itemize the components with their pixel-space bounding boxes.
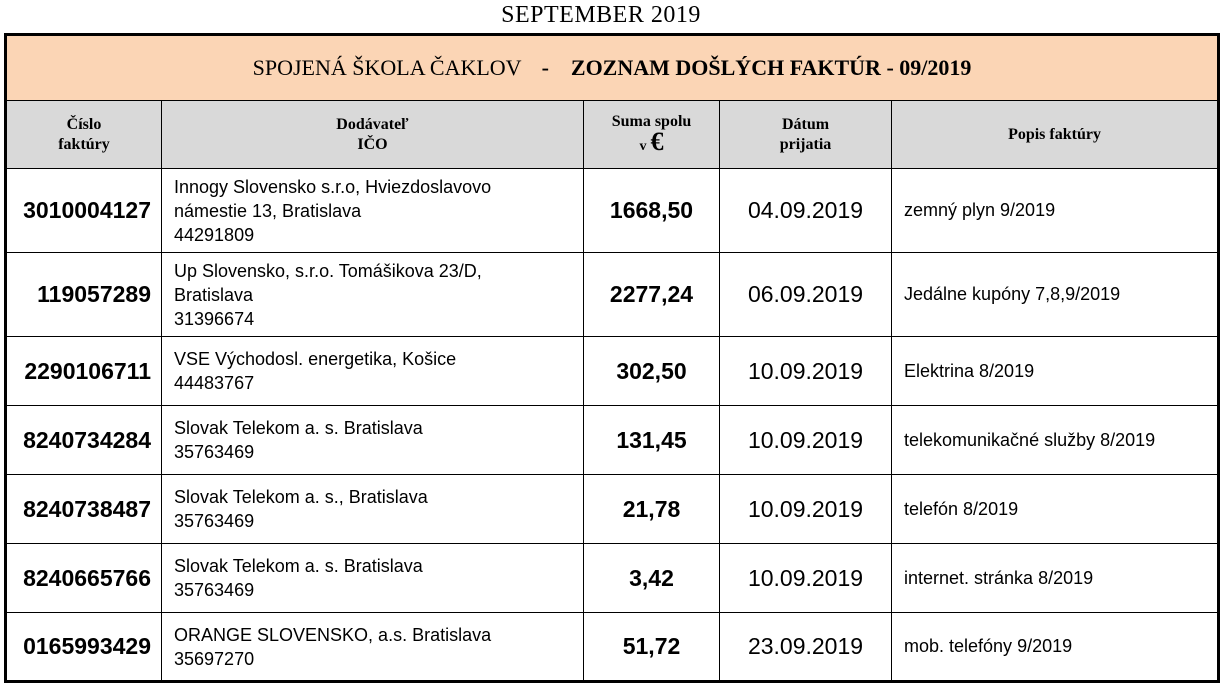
col-sum (584, 101, 720, 169)
invoice-rows (6, 169, 1219, 682)
invoice-sum: 3,42 (584, 544, 720, 613)
received-date: 23.09.2019 (720, 613, 892, 682)
col-description: Popis faktúry (892, 101, 1219, 169)
title-dash: - (541, 55, 549, 80)
invoice-table (4, 33, 1220, 683)
supplier (162, 337, 584, 406)
invoice-sum: 131,45 (584, 406, 720, 475)
supplier-line: Bratislava (174, 284, 254, 305)
invoice-number: 119057289 (6, 253, 162, 337)
received-date: 10.09.2019 (720, 337, 892, 406)
month-title: SEPTEMBER 2019 (501, 2, 701, 28)
invoice-description: internet. stránka 8/2019 (892, 544, 1219, 613)
col-invoice-number (6, 101, 162, 169)
invoice-number: 0165993429 (6, 613, 162, 682)
invoice-description: zemný plyn 9/2019 (892, 169, 1219, 253)
invoice-sum: 2277,24 (584, 253, 720, 337)
col-sum-line1: Suma spolu (611, 113, 692, 130)
invoice-number: 8240665766 (6, 544, 162, 613)
table-title-row (6, 35, 1219, 101)
supplier-line: 44483767 (174, 373, 255, 393)
invoice-description: Elektrina 8/2019 (892, 337, 1219, 406)
table-row (6, 253, 1219, 337)
invoice-description: telekomunikačné služby 8/2019 (892, 406, 1219, 475)
invoice-number: 8240738487 (6, 475, 162, 544)
received-date: 04.09.2019 (720, 169, 892, 253)
supplier-line: 35763469 (174, 511, 255, 531)
table-row (6, 169, 1219, 253)
invoice-sum: 302,50 (584, 337, 720, 406)
supplier-line: námestie 13, Bratislava (174, 200, 362, 221)
col-supplier-line2: IČO (357, 135, 388, 153)
supplier-line: Slovak Telekom a. s. Bratislava (174, 556, 423, 576)
supplier-line: VSE Východosl. energetika, Košice (174, 349, 457, 369)
invoice-number: 8240734284 (6, 406, 162, 475)
invoice-description: Jedálne kupóny 7,8,9/2019 (892, 253, 1219, 337)
invoice-sum: 51,72 (584, 613, 720, 682)
invoice-number: 2290106711 (6, 337, 162, 406)
received-date: 10.09.2019 (720, 406, 892, 475)
received-date: 10.09.2019 (720, 475, 892, 544)
col-date (720, 101, 892, 169)
received-date: 06.09.2019 (720, 253, 892, 337)
table-title (6, 35, 1219, 101)
supplier-line: ORANGE SLOVENSKO, a.s. Bratislava (174, 624, 492, 645)
col-date-line2: prijatia (779, 135, 832, 153)
supplier (162, 406, 584, 475)
list-title: ZOZNAM DOŠLÝCH FAKTÚR - 09/2019 (570, 55, 972, 80)
supplier-line: Slovak Telekom a. s., Bratislava (174, 487, 428, 507)
invoice-sum: 1668,50 (584, 169, 720, 253)
invoice-sum: 21,78 (584, 475, 720, 544)
supplier-line: 35763469 (174, 580, 255, 600)
school-name: SPOJENÁ ŠKOLA ČAKLOV (252, 55, 522, 80)
received-date: 10.09.2019 (720, 544, 892, 613)
col-supplier-line1: Dodávateľ (336, 115, 409, 133)
supplier (162, 475, 584, 544)
supplier (162, 253, 584, 337)
supplier (162, 544, 584, 613)
supplier (162, 169, 584, 253)
table-row (6, 475, 1219, 544)
col-sum-prefix: v (639, 139, 647, 154)
euro-symbol: € (650, 127, 664, 156)
col-date-line1: Dátum (781, 115, 830, 133)
supplier (162, 613, 584, 682)
supplier-line: Slovak Telekom a. s. Bratislava (174, 418, 423, 438)
supplier-line: 31396674 (174, 308, 255, 329)
supplier-line: Up Slovensko, s.r.o. Tomášikova 23/D, (174, 260, 482, 281)
col-supplier (162, 101, 584, 169)
table-row (6, 406, 1219, 475)
supplier-line: Innogy Slovensko s.r.o, Hviezdoslavovo (174, 176, 492, 197)
supplier-line: 35763469 (174, 442, 255, 462)
table-row (6, 544, 1219, 613)
column-header-row (6, 101, 1219, 169)
table-row (6, 613, 1219, 682)
table-row (6, 337, 1219, 406)
col-invoice-number-line1: Číslo (66, 115, 102, 133)
supplier-line: 44291809 (174, 224, 255, 245)
supplier-line: 35697270 (174, 648, 255, 669)
invoice-description: telefón 8/2019 (892, 475, 1219, 544)
col-invoice-number-line2: faktúry (58, 135, 110, 153)
invoice-number: 3010004127 (6, 169, 162, 253)
invoice-description: mob. telefóny 9/2019 (892, 613, 1219, 682)
